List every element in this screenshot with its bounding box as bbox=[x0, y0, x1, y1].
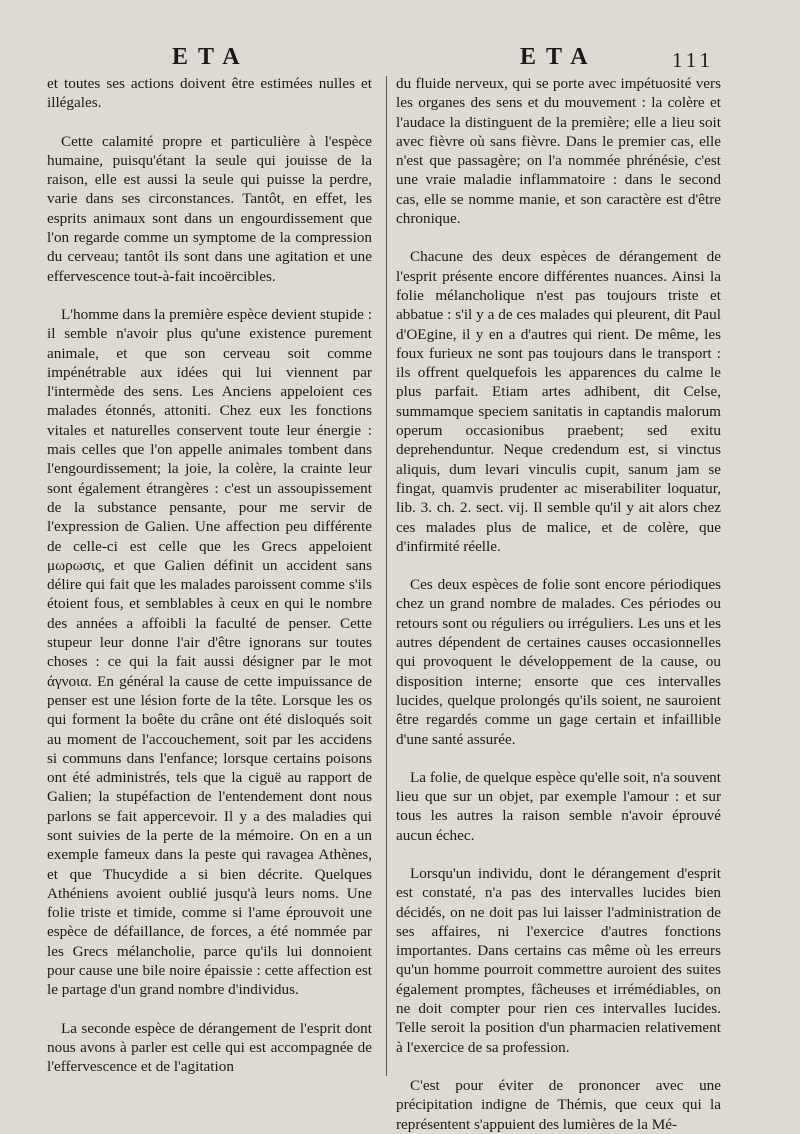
left-column bbox=[47, 74, 372, 1077]
paragraph: Cette calamité propre et particulière à l'espèce humaine, puisqu'étant la seule qui jouisse de la raison, elle est aussi la seule qui puisse la perdre, varie dans ses circonstances. Tantôt, en effet, les esprits animaux sont dans un engourdissement que l'on regarde comme un symptome de la compression du cerveau; tantôt ils sont dans une agitation et une effervescence tout-à-fait incoërcibles. bbox=[47, 132, 372, 285]
paragraph: et toutes ses actions doivent être estimées nulles et illégales. bbox=[47, 75, 372, 112]
right-column bbox=[396, 74, 721, 1134]
paragraph: Chacune des deux espèces de dérangement de l'esprit présente encore différentes nuances. Ainsi la folie mélancholique n'est pas toujours triste et abbatue : s'il y a de ces malades qui pleurent, dit Paul d'OEgine, il y en a d'autres qui rient. De même, les foux furieux ne sont pas toujours dans le transport : ils offrent quelquefois les apparences du calme le plus parfait. Etiam artes adhibent, dit Celse, summamque speciem sanitatis in captandis malorum operum occasionibus praebent; sed exitu deprehenduntur. Neque credendum est, si vinctus aliquis, dum levari vinculis cupit, sanum jam se fingat, quamvis prudenter ac miserabiliter loquatur, lib. 3. ch. 2. sect. vij. Il semble qu'il y ait alors chez ces malades plus de malice, et de colère, que d'infirmité réelle. bbox=[396, 248, 721, 555]
paragraph: L'homme dans la première espèce devient stupide : il semble n'avoir plus qu'une existence purement animale, et que son cerveau soit comme impénétrable aux idées qui lui viennent par l'intermède des sens. Les Anciens appeloient ces malades étonnés, attoniti. Chez eux les fonctions vitales et naturelles conservent toute leur énergie : mais celles que l'on appelle animales tombent dans l'engourdissement; la joie, la colère, la crainte leur sont également étrangères : c'est un assoupissement de la substance pensante, pour me servir de l'expression de Galien. Une affection peu différente de celle-ci est celle que les Grecs appeloient μωρωσις, et que Galien définit un accident sans délire qui fait que les malades paroissent comme s'ils étoient fous, et semblables à ceux en qui le nombre des années a affoibli la faculté de penser. Cette stupeur leur donne l'air d'être ignorans sur toutes choses : ce qui la fait aussi désigner par le mot άγνοια. En général la cause de cette impuissance de penser est une lésion forte de la tête. Lorsque les os qui forment la boête du crâne ont été disloqués soit au moment de l'accouchement, soit par les accidens si communs dans l'enfance; lorsque certains poisons ont été administrés, tels que la ciguë au rapport de Galien; la stupéfaction de l'entendement dont nous parlons se fait appercevoir. Il y a des maladies qui sont suivies de la perte de la mémoire. On en a un exemple fameux dans la peste qui ravagea Athènes, et que Thucydide a si bien décrite. Quelques Athéniens avoient oublié jusqu'à leurs noms. Une folie triste et timide, comme si l'ame éprouvoit une espèce de défaillance, de forces, a été nommée par les Grecs mélancholie, parce qu'ils lui donnoient pour cause une bile noire épaissie : cette affection est le partage d'un grand nombre d'individus. bbox=[47, 305, 372, 999]
paragraph: Lorsqu'un individu, dont le dérangement d'esprit est constaté, n'a pas des intervalles lucides bien décidés, on ne doit pas lui laisser l'administration de ses affaires, ni l'exercice d'autres fonctions importantes. Dans certains cas même où les erreurs qu'un homme pourroit commettre auroient des suites également promptes, fâcheuses et irrémédiables, on ne doit compter pour rien ces intervalles lucides. Telle seroit la position d'un pharmacien relativement à l'exercice de sa profession. bbox=[396, 864, 721, 1056]
paragraph: La folie, de quelque espèce qu'elle soit, n'a souvent lieu que sur un objet, par exemple l'amour : et sur tous les autres la raison semble n'avoir éprouvé aucun échec. bbox=[396, 768, 721, 844]
paragraph: La seconde espèce de dérangement de l'esprit dont nous avons à parler est celle qui est accompagnée de l'effervescence et de l'agitation bbox=[47, 1019, 372, 1076]
column-divider bbox=[386, 76, 387, 1076]
paragraph: du fluide nerveux, qui se porte avec impétuosité vers les organes des sens et du mouvement : la colère et l'audace la distinguent de la première; elle a lieu soit avec fièvre où sans fièvre. Dans le premier cas, elle n'est que passagère; on l'a nommée phrénésie, c'est une vraie maladie inflammatoire : dans le second cas, elle se nomme manie, et son caractère est d'être chronique. bbox=[396, 75, 721, 228]
paragraph: Ces deux espèces de folie sont encore périodiques chez un grand nombre de malades. Ces périodes ou retours sont ou réguliers ou irréguliers. Les uns et les autres dépendent de certaines causes occasionnelles qui provoquent le développement de la cause, ou disposition interne; ensorte que ces intervalles lucides, quelque prolongés qu'ils soient, ne sauroient être regardés comme un gage certain et infaillible d'une santé assurée. bbox=[396, 576, 721, 748]
paragraph: C'est pour éviter de prononcer avec une précipitation indigne de Thémis, que ceux qui la représentent s'appuient des lumières de la Mé- bbox=[396, 1076, 721, 1133]
running-head-left: ETA bbox=[172, 44, 250, 70]
page-number: 111 bbox=[672, 48, 714, 72]
running-head-right: ETA bbox=[520, 44, 598, 70]
